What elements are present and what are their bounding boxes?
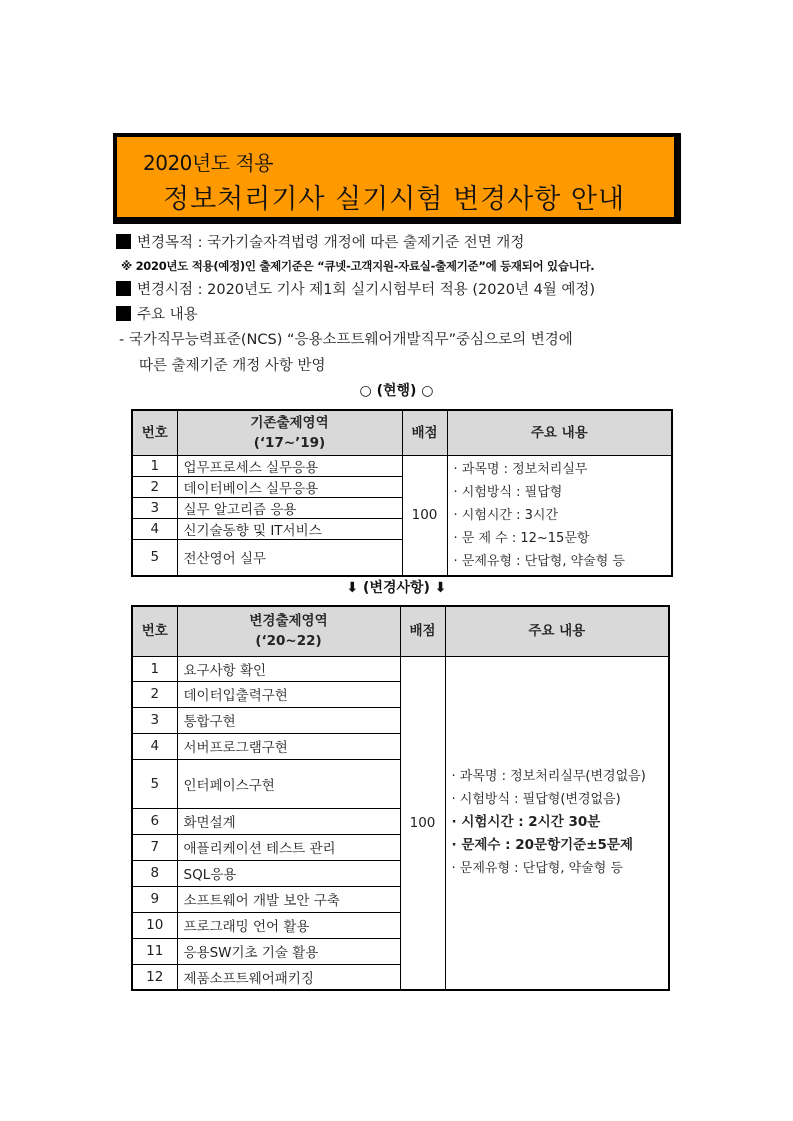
table-header-row [132,606,669,656]
content-cell: · 과목명 : 정보처리실무(변경없음) · 시험방식 : 필답형(변경없음) · 시험시간 : 2시간 30분 · 문제수 : 20문항기준±5문제 · 문제유형 : 단답형, 약술형 등 [445,656,669,990]
header-content: 주요 내용 [447,410,672,455]
header-area: 기존출제영역 (‘17~’19) [177,410,402,455]
table-row: 3 실무 알고리즘 응용 [132,497,672,518]
timing-line [116,278,595,299]
header-num: 번호 [132,410,177,455]
table-row: 10 프로그래밍 언어 활용 [132,912,669,938]
table-row: 1 업무프로세스 실무응용 100 · 과목명 : 정보처리실무 · 시험방식 : 필답형 · 시험시간 : 3시간 · 문 제 수 : 12~15문항 · 문제유형 : 단답형, 약술형 등 [132,455,672,476]
current-caption: ○ (현행) ○ [359,383,434,399]
table-row: 1 요구사항 확인 100 · 과목명 : 정보처리실무(변경없음) · 시험방식 : 필답형(변경없음) · 시험시간 : 2시간 30분 · 문제수 : 20문항기준±5문제 · 문제유형 : 단답형, 약술형 등 [132,656,669,681]
table-row: 8 SQL응용 [132,860,669,886]
square-bullet-icon [116,281,131,296]
table-row: 5 전산영어 실무 [132,539,672,576]
page-title: 정보처리기사 실기시험 변경사항 안내 [163,184,626,215]
table-row: 2 데이터입출력구현 [132,681,669,707]
table-row: 9 소프트웨어 개발 보안 구축 [132,886,669,912]
header-content: 주요 내용 [445,606,669,656]
table-row: 2 데이터베이스 실무응용 [132,476,672,497]
main-heading: 주요 내용 [137,307,198,323]
header-area: 변경출제영역 (‘20~22) [177,606,400,656]
table-row: 4 신기술동향 및 IT서비스 [132,518,672,539]
header-score: 배점 [400,606,445,656]
table-row: 4 서버프로그램구현 [132,733,669,759]
table-header-row [132,410,672,455]
table-row: 12 제품소프트웨어패키징 [132,964,669,990]
main-line-1: - 국가직무능력표준(NCS) “응용소프트웨어개발직무”중심으로의 변경에 [119,332,573,348]
current-exam-table [131,409,673,577]
table-row: 11 응용SW기초 기술 활용 [132,938,669,964]
table-row: 7 애플리케이션 테스트 관리 [132,834,669,860]
criteria-note: ※ 2020년도 적용(예정)인 출제기준은 “큐넷-고객지원-자료실-출제기준”에 등재되어 있습니다. [121,259,595,273]
title-banner [113,133,681,224]
purpose-line [116,231,524,252]
square-bullet-icon [116,234,131,249]
score-cell: 100 [402,455,447,576]
timing-text: 변경시점 : 2020년도 기사 제1회 실기시험부터 적용 (2020년 4월 예정) [137,282,596,298]
score-cell: 100 [400,656,445,990]
table-row: 6 화면설계 [132,808,669,834]
purpose-text: 변경목적 : 국가기술자격법령 개정에 따른 출제기준 전면 개정 [137,235,525,251]
square-bullet-icon [116,306,131,321]
table-row: 5 인터페이스구현 [132,759,669,808]
main-line-2: 따른 출제기준 개정 사항 반영 [139,358,326,374]
title-year: 2020년도 적용 [143,151,274,175]
new-exam-table [131,605,670,991]
table-row: 3 통합구현 [132,707,669,733]
main-heading-line [116,303,198,324]
change-caption: ⬇ (변경사항) ⬇ [346,580,447,596]
content-cell: · 과목명 : 정보처리실무 · 시험방식 : 필답형 · 시험시간 : 3시간 · 문 제 수 : 12~15문항 · 문제유형 : 단답형, 약술형 등 [447,455,672,576]
header-num: 번호 [132,606,177,656]
header-score: 배점 [402,410,447,455]
